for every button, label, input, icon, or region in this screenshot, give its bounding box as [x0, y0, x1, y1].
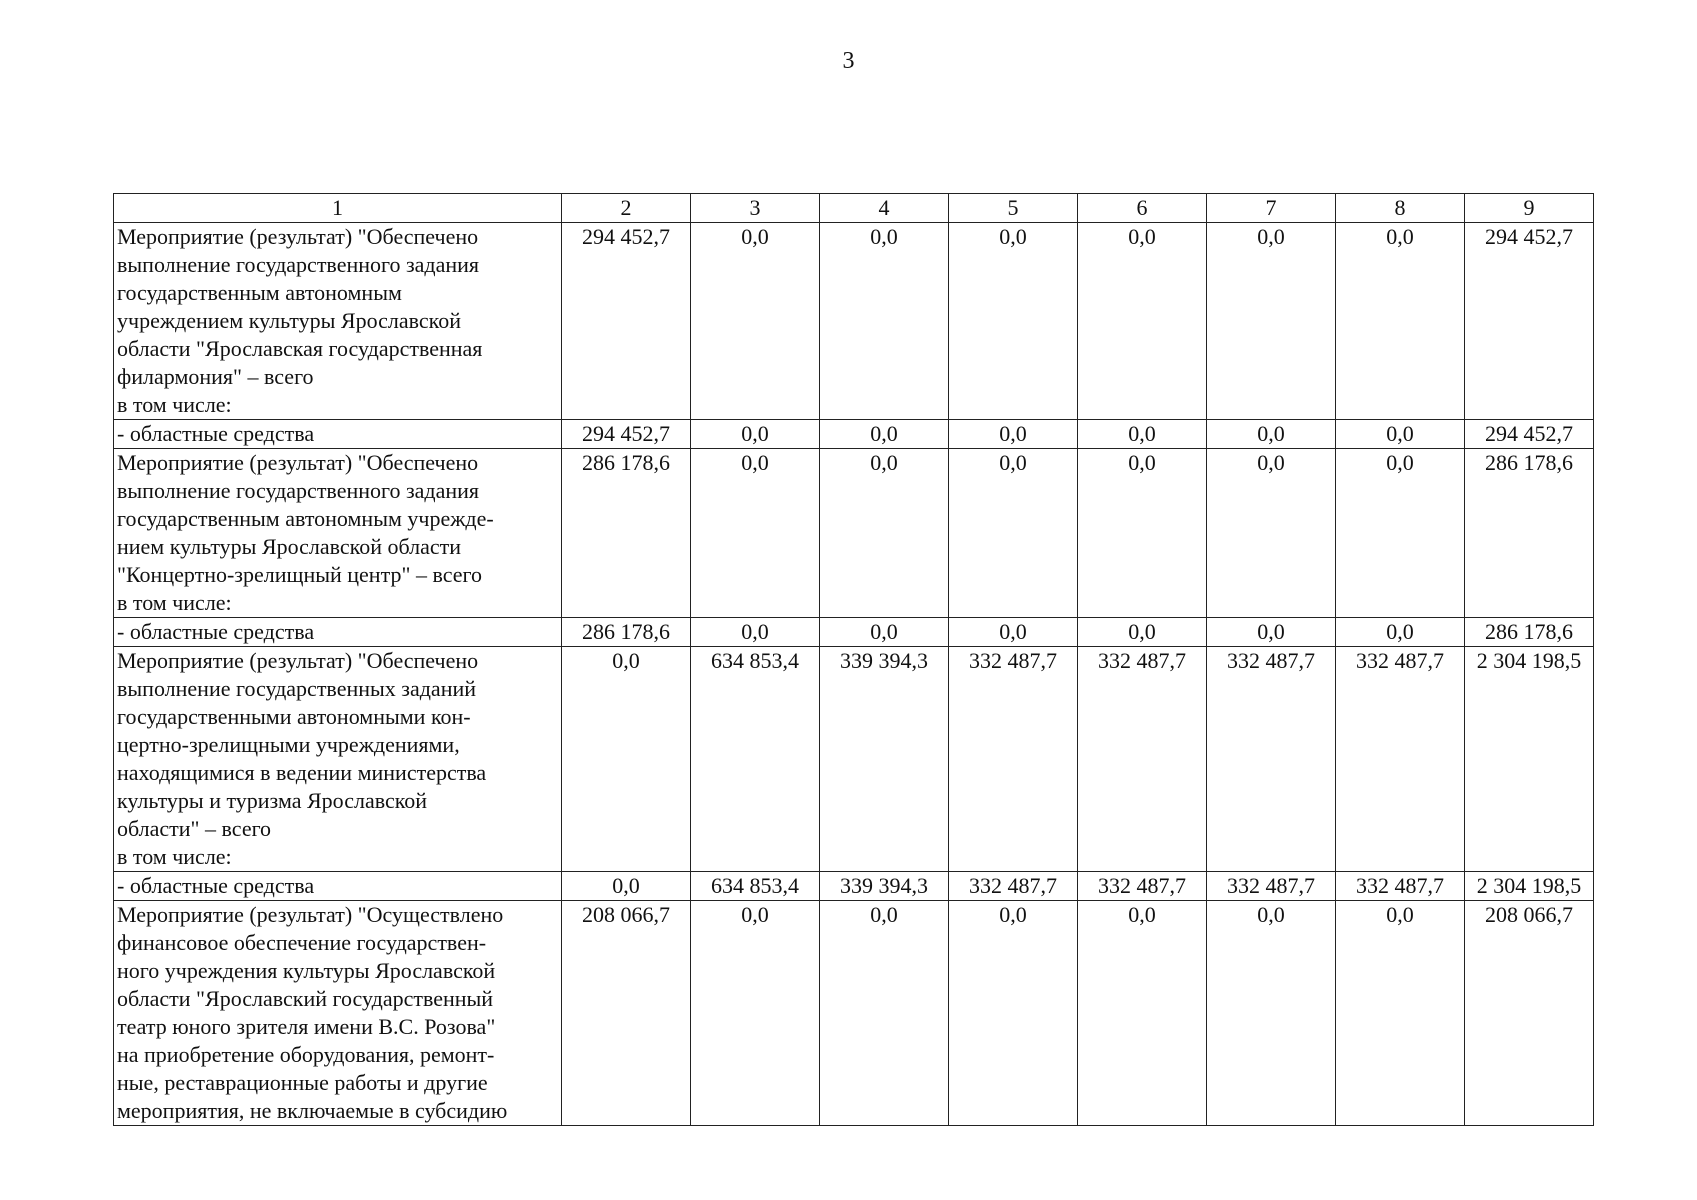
column-header: 7 [1207, 194, 1336, 223]
table-cell: 0,0 [820, 420, 949, 449]
table-cell: 208 066,7 [562, 901, 691, 1126]
table-cell: 286 178,6 [1465, 449, 1594, 618]
column-header: 3 [691, 194, 820, 223]
table-cell: 294 452,7 [562, 420, 691, 449]
budget-table [113, 193, 1594, 1126]
table-cell: 332 487,7 [1207, 872, 1336, 901]
table-cell: 0,0 [949, 449, 1078, 618]
table-row [114, 223, 1594, 420]
table-cell: 332 487,7 [1078, 872, 1207, 901]
table-cell: 332 487,7 [1078, 647, 1207, 872]
table-cell: 0,0 [1336, 223, 1465, 420]
table-cell: 0,0 [1078, 449, 1207, 618]
table-cell: 286 178,6 [562, 449, 691, 618]
table-cell: 0,0 [691, 618, 820, 647]
table-cell: 332 487,7 [1207, 647, 1336, 872]
table-cell: 332 487,7 [949, 647, 1078, 872]
table-cell: 0,0 [949, 618, 1078, 647]
description-text: Мероприятие (результат) "Осуществлено финансовое обеспечение государствен- ного учреждения культуры Ярославской области "Ярославский государственный театр юного зрителя имени В.С. Розова" на приобретение оборудования, ремонт- ные, реставрационные работы и другие мероприятия, не включаемые в субсидию [117, 902, 508, 1123]
table-cell: 332 487,7 [949, 872, 1078, 901]
page-number: 3 [842, 48, 855, 74]
table-cell: 0,0 [820, 618, 949, 647]
table-row [114, 420, 1594, 449]
column-header: 4 [820, 194, 949, 223]
table-cell: 294 452,7 [1465, 223, 1594, 420]
table-cell: 0,0 [1207, 420, 1336, 449]
table-cell: 294 452,7 [562, 223, 691, 420]
table-cell: 2 304 198,5 [1465, 647, 1594, 872]
table-cell: 332 487,7 [1336, 872, 1465, 901]
description-subtext: в том числе: [117, 392, 232, 417]
table-cell: 339 394,3 [820, 872, 949, 901]
column-header: 5 [949, 194, 1078, 223]
table-cell: 294 452,7 [1465, 420, 1594, 449]
row-description: - областные средства [114, 872, 562, 901]
table-cell: 0,0 [1078, 618, 1207, 647]
table-cell: 634 853,4 [691, 647, 820, 872]
table-cell: 0,0 [691, 223, 820, 420]
table-cell: 286 178,6 [1465, 618, 1594, 647]
table-row [114, 872, 1594, 901]
table-row [114, 618, 1594, 647]
description-subtext: в том числе: [117, 844, 232, 869]
table-cell: 0,0 [820, 901, 949, 1126]
table-cell: 634 853,4 [691, 872, 820, 901]
table-cell: 0,0 [1078, 420, 1207, 449]
table-cell: 2 304 198,5 [1465, 872, 1594, 901]
table-cell: 0,0 [949, 901, 1078, 1126]
column-header: 9 [1465, 194, 1594, 223]
table-cell: 339 394,3 [820, 647, 949, 872]
table-cell: 286 178,6 [562, 618, 691, 647]
table-cell: 0,0 [1078, 223, 1207, 420]
table-cell: 0,0 [1336, 618, 1465, 647]
description-subtext: в том числе: [117, 590, 232, 615]
table-row [114, 449, 1594, 618]
table-cell: 0,0 [691, 420, 820, 449]
column-header: 2 [562, 194, 691, 223]
row-description [114, 901, 562, 1126]
table-row [114, 901, 1594, 1126]
table-cell: 0,0 [820, 223, 949, 420]
row-description [114, 449, 562, 618]
table-cell: 0,0 [949, 223, 1078, 420]
table-cell: 0,0 [820, 449, 949, 618]
table-cell: 332 487,7 [1336, 647, 1465, 872]
table-cell: 0,0 [1336, 901, 1465, 1126]
table-cell: 0,0 [1207, 449, 1336, 618]
table-cell: 0,0 [949, 420, 1078, 449]
table-cell: 0,0 [1336, 420, 1465, 449]
table-cell: 0,0 [1207, 223, 1336, 420]
table-cell: 0,0 [1336, 449, 1465, 618]
table-cell: 0,0 [1207, 901, 1336, 1126]
table-cell: 0,0 [562, 872, 691, 901]
table-cell: 0,0 [691, 901, 820, 1126]
row-description: - областные средства [114, 618, 562, 647]
table-cell: 0,0 [691, 449, 820, 618]
table-cell: 208 066,7 [1465, 901, 1594, 1126]
table-row [114, 647, 1594, 872]
column-header: 6 [1078, 194, 1207, 223]
table-cell: 0,0 [562, 647, 691, 872]
header-row [114, 194, 1594, 223]
row-description: - областные средства [114, 420, 562, 449]
description-text: Мероприятие (результат) "Обеспечено выполнение государственных заданий государственными автономными кон- цертно-зрелищными учреждениями, находящимися в ведении министерства культуры и туризма Ярославской области" – всего [117, 648, 487, 841]
column-header: 1 [114, 194, 562, 223]
description-text: Мероприятие (результат) "Обеспечено выполнение государственного задания государственным автономным учреждением культуры Ярославской области "Ярославская государственная филармония" – всего [117, 224, 483, 389]
table-cell: 0,0 [1207, 618, 1336, 647]
row-description [114, 647, 562, 872]
row-description [114, 223, 562, 420]
description-text: Мероприятие (результат) "Обеспечено выполнение государственного задания государственным автономным учрежде- нием культуры Ярославской области "Концертно-зрелищный центр" – всего [117, 450, 494, 587]
table-cell: 0,0 [1078, 901, 1207, 1126]
column-header: 8 [1336, 194, 1465, 223]
